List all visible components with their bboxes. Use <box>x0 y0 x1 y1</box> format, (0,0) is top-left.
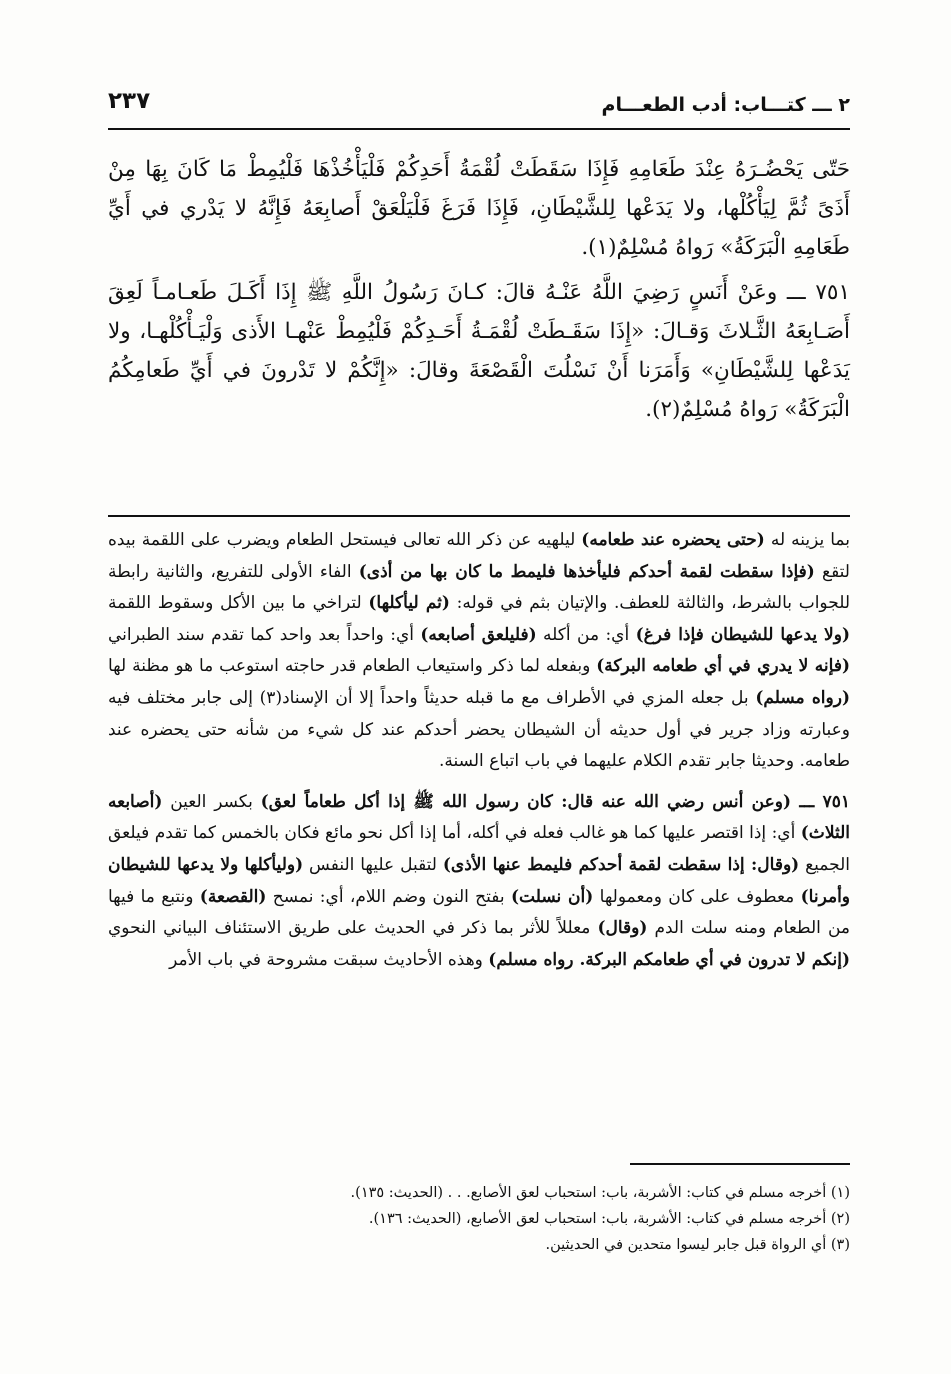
commentary-text: معللاً للأثر بما ذكر في الحديث على طريق الاستئناف البياني النحوي <box>108 918 598 939</box>
quoted-phrase: (أن نسلت) <box>510 886 594 907</box>
quoted-phrase: (فإذا سقطت لقمة أحدكم فليأخذها فليمط ما كان بها من أذى) <box>358 561 815 582</box>
commentary-paragraph <box>108 787 850 977</box>
quoted-phrase: (حتى يحضره عند طعامه) <box>581 530 765 550</box>
commentary <box>108 525 850 976</box>
commentary-text: وهذه الأحاديث سبقت مشروحة في باب الأمر <box>169 949 489 970</box>
quoted-phrase: (القصعة) <box>199 886 267 907</box>
footnote: (١) أخرجه مسلم في كتاب: الأشربة، باب: استحباب لعق الأصابع. . . (الحديث: ١٣٥). <box>350 1185 850 1201</box>
footnotes <box>108 1180 850 1258</box>
section-divider <box>108 515 850 517</box>
commentary-text: أي: من أكله <box>536 624 636 645</box>
quoted-phrase: (وليأكلها ولا يدعها للشيطان وأمرنا) <box>108 854 850 907</box>
commentary-text: لتراخي ما بين الأكل وسقوط اللقمة <box>108 593 369 614</box>
quoted-phrase: (ثم ليأكلها) <box>368 593 450 614</box>
commentary-text: لتقبل عليها النفس <box>303 854 443 875</box>
quoted-phrase: (وقال) <box>597 918 648 939</box>
page-header <box>108 88 850 128</box>
quoted-phrase: (وقال: إذا سقطت لقمة أحدكم فليمط عنها الأذى) <box>442 854 800 875</box>
commentary-text: بكسر العين <box>162 791 261 812</box>
commentary-text: أي: واحداً بعد واحد كما تقدم سند الطبراني <box>108 624 421 645</box>
commentary-text: بل جعله المزي في الأطراف مع ما قبله حديثاً واحداً إلا أن الإسناد(٣) إلى جابر مختلف فيه وعبارته وزاد جرير في أول حديثه أن الشيطان يحضر أحدكم عند كل شيء من شأنه حتى يحضره عند طعامه. وحديثا جابر تقدم الكلام عليهما في باب اتباع السنة. <box>108 687 850 772</box>
footnote-rule <box>630 1163 850 1165</box>
hadith-text <box>108 150 850 429</box>
commentary-text: معطوف على كان ومعمولها <box>593 886 801 907</box>
commentary-text: بفتح النون وضم اللام، أي: نمسح <box>266 886 511 907</box>
hadith-paragraph: ٧٥١ ـــ وعَنْ أَنَسٍ رَضِيَ اللَّهُ عَنْـهُ قالَ: كـانَ رَسُولُ اللَّهِ ﷺ إِذَا أَكَـلَ طَعـامـاً لَعِقَ أَصَـابِعَهُ الثَّـلاثَ وَقـالَ: «إِذَا سَقَـطَتْ لُقْمَـةُ أَحَـدِكُمْ فَلْيُمِطْ عَنْهـا الأَذى وَلْيَـأْكُلْهـا، ولا يَدَعْها لِلشَّيْطَانِ» وَأَمَرَنا أَنْ نَسْلُتَ الْقَصْعَةَ وقالَ: «إِنَّكُمْ لا تَدْرونَ في أَيِّ طَعامِكُمُ الْبَرَكَةُ» رَواهُ مُسْلِمٌ(٢). <box>108 280 850 422</box>
commentary-text: وبفعله لما ذكر واستيعاب الطعام قدر حاجته استوعب ما هو مظنة لها <box>108 656 597 677</box>
commentary-text: الفاء الأولى للتفريع، والثانية رابطة للجواب بالشرط، والثالثة للعطف. والإتيان بثم في قوله: <box>108 561 850 614</box>
page-number: ٢٣٧ <box>108 88 151 114</box>
quoted-phrase: (رواه مسلم) <box>755 687 850 708</box>
commentary-paragraph <box>108 525 850 778</box>
quoted-phrase: (ولا يدعها للشيطان فإذا فرغ) <box>635 624 850 645</box>
commentary-text: ونتبع ما فيها من الطعام ومنه سلت الدم <box>108 886 851 939</box>
commentary-text: أي: إذا اقتصر عليها كما هو غالب فعله في أكله، أما إذا أكل نحو مائع فكان بالخمس كما تقدم فيلعق الجميع <box>108 823 850 875</box>
hadith-paragraph: حَتّى يَحْضُـرَهُ عِنْدَ طَعَامِهِ فَإِذَا سَقَطَتْ لُقْمَةُ أَحَدِكُمْ فَلْيَأْخُذْهَا فَلْيُمِطْ مَا كَانَ بِهَا مِنْ أَذَىً ثُمَّ لِيَأْكُلْها، ولا يَدَعْها لِلشَّيْطَانِ، فَإِذَا فَرَغَ فَلْيَلْعَقْ أَصابِعَهُ فَإِنَّهُ لا يَدْري في أَيِّ طَعَامِهِ الْبَرَكَةُ» رَواهُ مُسْلِمٌ(١). <box>108 157 850 260</box>
header-rule <box>108 128 850 130</box>
quoted-phrase: (فإنه لا يدري في أي طعامه البركة) <box>596 656 850 677</box>
quoted-phrase: ٧٥١ ـــ (وعن أنس رضي الله عنه قال: كان رسول الله ﷺ إذا أكل طعاماً لعق) <box>260 791 850 812</box>
quoted-phrase: (إنكم لا تدرون في أي طعامكم البركة. رواه مسلم) <box>488 949 850 970</box>
commentary-text: بما يزينه له <box>764 530 850 550</box>
commentary-text: ليلهيه عن ذكر الله تعالى فيستحل الطعام ويضرب على اللقمة بيده لتقع <box>108 530 850 582</box>
quoted-phrase: (أصابعه الثلاث) <box>108 791 850 844</box>
footnote: (٣) أي الرواة قبل جابر ليسوا متحدين في الحديثين. <box>545 1237 850 1253</box>
chapter-title: ٢ ـــ كتـــاب: أدب الطعـــام <box>601 94 850 116</box>
footnote: (٢) أخرجه مسلم في كتاب: الأشربة، باب: استحباب لعق الأصابع، (الحديث: ١٣٦). <box>368 1211 850 1227</box>
quoted-phrase: (فليلعق أصابعه) <box>420 624 537 645</box>
